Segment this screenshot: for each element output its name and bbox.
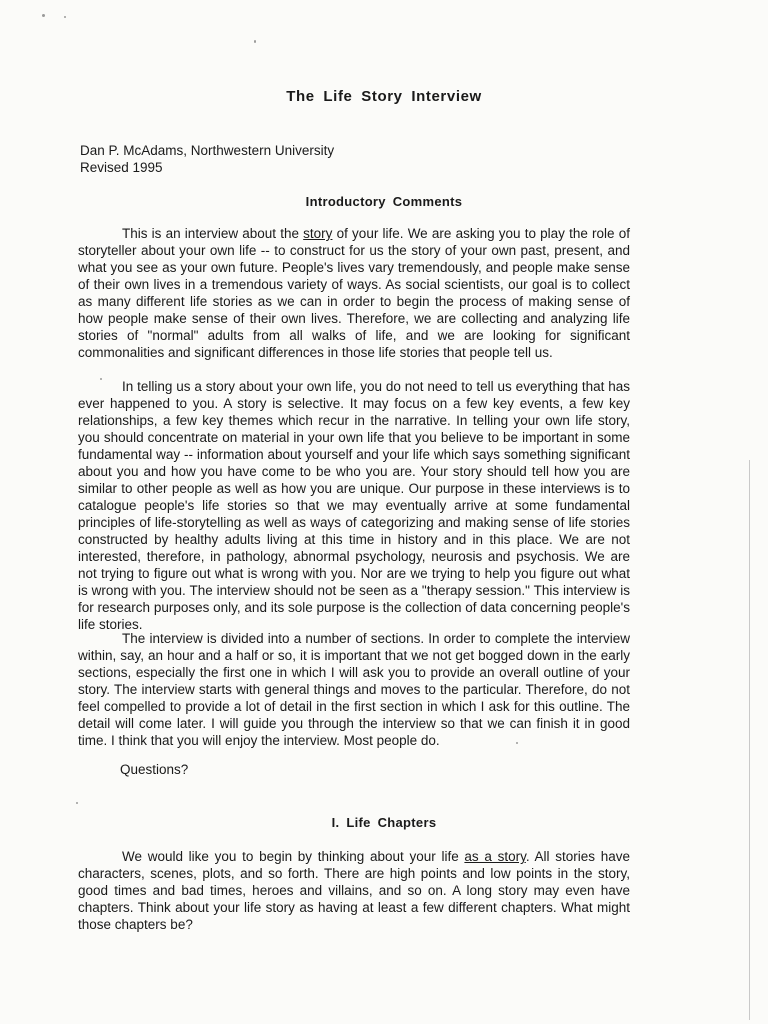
author-line: Dan P. McAdams, Northwestern University (80, 143, 335, 158)
scan-speck (76, 802, 78, 804)
section-1-heading: I. Life Chapters (331, 815, 437, 830)
intro-p1-rest: of your life. We are asking you to play the role of storyteller about your own life -- to construct for us the story of your own past, present, and what you see as your own future. People's lives vary tremendously, and people make sense of their own lives in a tremendous variety of ways. As social scientists, our goal is to collect as many different life stories as we can in order to begin the process of making sense of how people make sense of their own lives. Therefore, we are collecting and analyzing life stories of "normal" adults from all walks of life, and we are looking for significant commonalities and significant differences in those life stories that people tell us. (78, 226, 630, 360)
section-1-rest: . All stories have characters, scenes, plots, and so forth. There are high points and low points in the story, good times and bad times, heroes and villains, and so on. A long story may even have chapters. Think about your life story as having at least a few different chapters. What might those chapters be? (78, 849, 630, 932)
author-block (80, 142, 334, 176)
questions-line: Questions? (120, 762, 189, 777)
revised-line: Revised 1995 (80, 160, 163, 175)
intro-p1-lead: This is an interview about the (122, 226, 304, 241)
scan-speck (64, 16, 66, 18)
intro-paragraph-3 (78, 630, 630, 749)
intro-p3-text: The interview is divided into a number of sections. In order to complete the interview within, say, an hour and a half or so, it is important that we not get bogged down in the early sections, especially the first one in which I will ask you to provide an overall outline of your story. The interview starts with general things and moves to the particular. Therefore, do not feel compelled to provide a lot of detail in the first section in which I ask for this outline. The detail will come later. I will guide you through the interview so that we can finish it in good time. I think that you will enjoy the interview. Most people do. (78, 631, 630, 748)
scan-margin-line (749, 460, 750, 1020)
section-1-lead: We would like you to begin by thinking about your life (122, 849, 465, 864)
document-title: The Life Story Interview (286, 88, 482, 105)
intro-p1-story-word: story (303, 226, 333, 241)
intro-paragraph-2 (78, 378, 630, 633)
intro-p2-text: In telling us a story about your own life, you do not need to tell us everything that has ever happened to you. A story is selective. It may focus on a few key events, a few key relationships, a few key themes which recur in the narrative. In telling your own life story, you should concentrate on material in your own life that you believe to be important in some fundamental way -- information about yourself and your life which says something significant about you and how you have come to be who you are. Your story should tell how you are similar to other people as well as how you are unique. Our purpose in these interviews is to catalogue people's life stories so that we may eventually arrive at some fundamental principles of life-storytelling as well as ways of categorizing and making sense of life stories constructed by healthy adults living at this time in history and in this place. We are not interested, therefore, in pathology, abnormal psychology, neurosis and psychosis. We are not trying to figure out what is wrong with you. Nor are we trying to help you figure out what is wrong with you. The interview should not be seen as a "therapy session." This interview is for research purposes only, and its sole purpose is the collection of data concerning people's life stories. (78, 379, 630, 632)
section-1-paragraph (78, 848, 630, 933)
scan-speck (254, 40, 256, 43)
section-1-as-a-story: as a story (464, 849, 526, 864)
scan-speck (42, 14, 45, 17)
intro-paragraph-1 (78, 225, 630, 361)
intro-heading: Introductory Comments (305, 194, 463, 209)
